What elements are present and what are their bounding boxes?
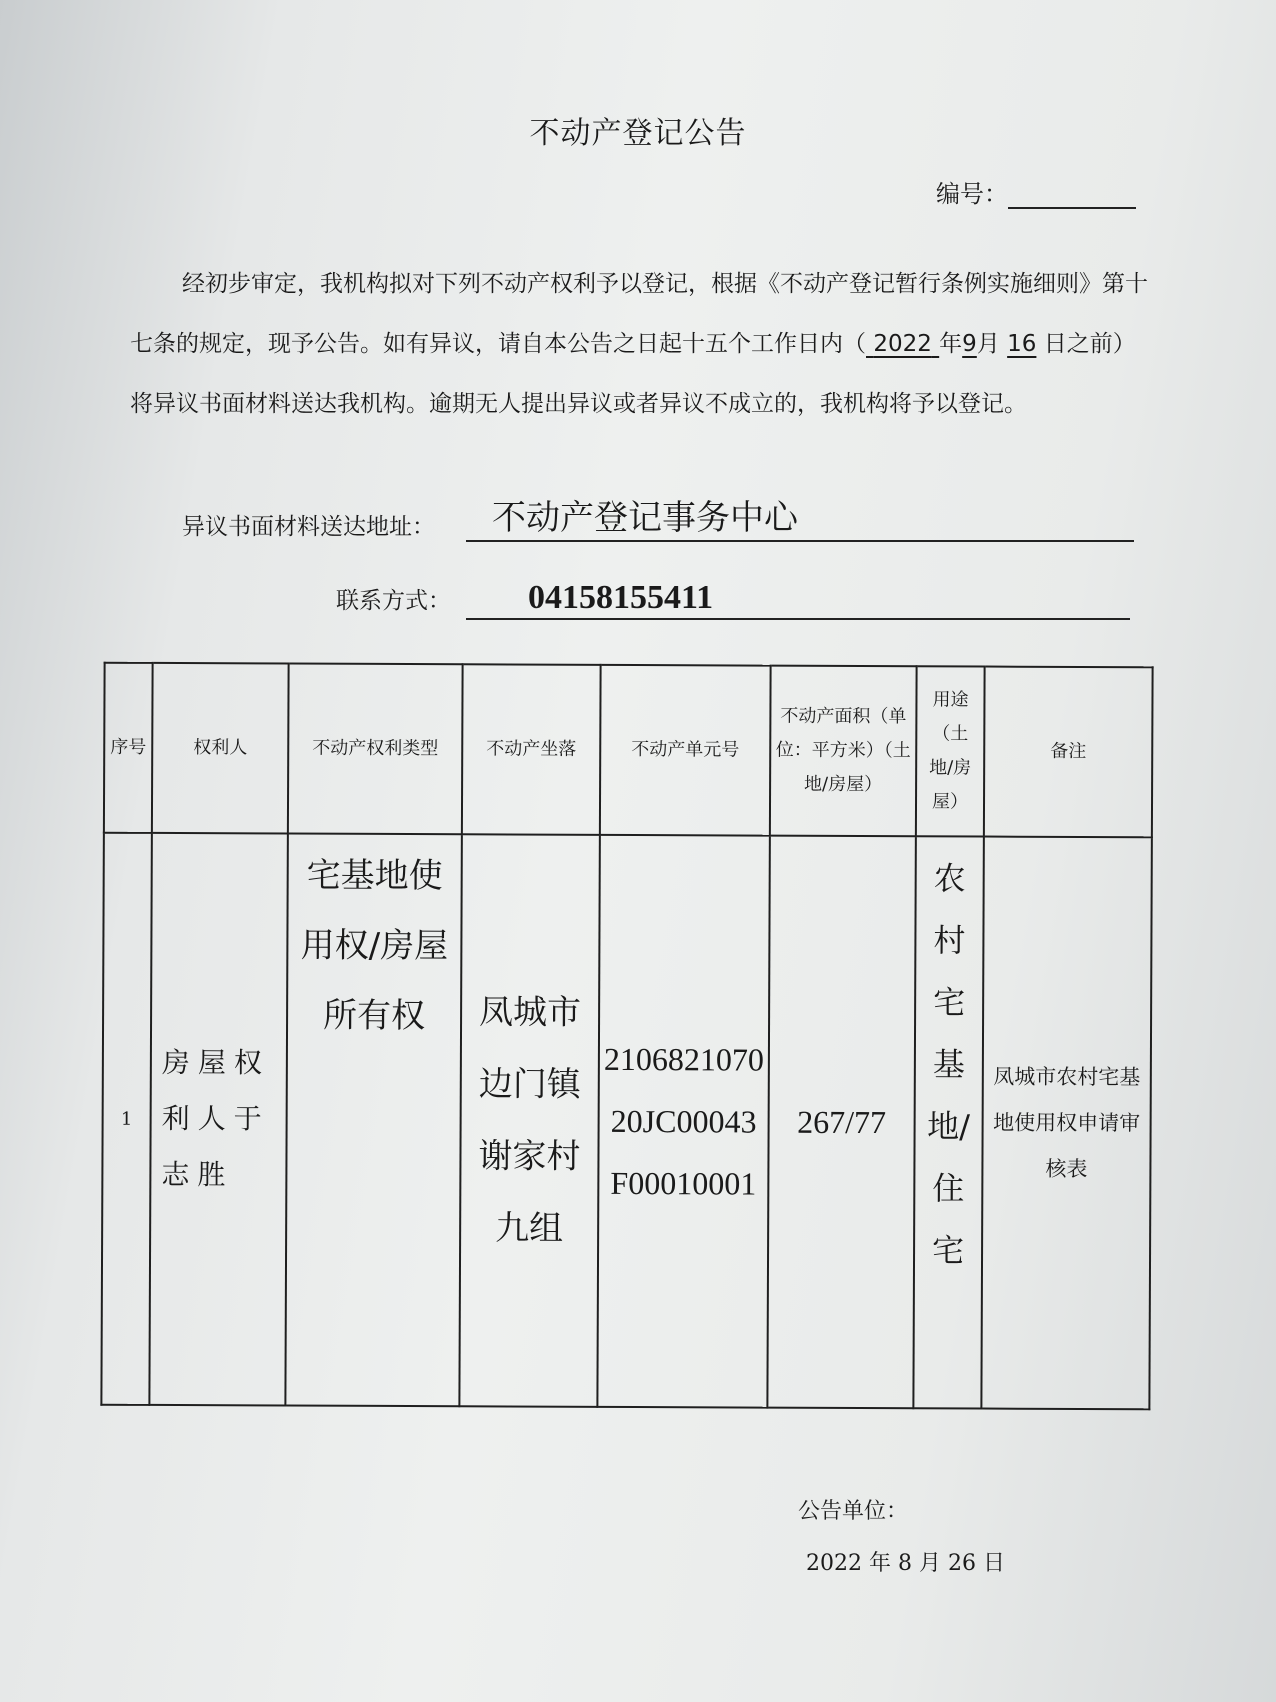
deadline-year: 2022 bbox=[873, 331, 932, 357]
number-label: 编号： bbox=[936, 180, 1008, 208]
deadline-day: 16 bbox=[1007, 331, 1037, 357]
notice-number bbox=[936, 174, 1136, 209]
contact-label: 联系方式： bbox=[336, 588, 451, 614]
cell-note: 凤城市农村宅基地使用权申请审核表 bbox=[981, 837, 1151, 1410]
cell-area: 267/77 bbox=[767, 836, 915, 1409]
notice-date: 2022 年 8 月 26 日 bbox=[806, 1551, 1005, 1576]
header-holder: 权利人 bbox=[152, 663, 289, 834]
issuer-label: 公告单位： bbox=[798, 1499, 909, 1524]
month-suffix: 月 bbox=[976, 331, 1000, 357]
address-label: 异议书面材料送达地址： bbox=[182, 514, 435, 540]
header-use: 用途（土地/房屋） bbox=[916, 666, 985, 836]
table-row bbox=[101, 833, 1151, 1410]
header-location: 不动产坐落 bbox=[462, 664, 601, 835]
body-part1: 经初步审定，我机构拟对下列不动产权利予以登记，根据《不动产登记暂行条例实施细则》第十七条的规定，现予公告。如有异议，请自本公告之日起十五个工作日内（ bbox=[130, 271, 1148, 357]
number-blank bbox=[1008, 177, 1136, 209]
contact-value: 04158155411 bbox=[466, 576, 1130, 620]
notice-title: 不动产登记公告 bbox=[529, 116, 747, 151]
cell-right-type: 宅基地使用权/房屋所有权 bbox=[285, 834, 461, 1407]
table-header-row bbox=[104, 663, 1153, 838]
cell-location: 凤城市边门镇谢家村九组 bbox=[459, 834, 599, 1407]
body-part2: 日之前）将异议书面材料送达我机构。逾期无人提出异议或者异议不成立的，我机构将予以登记。 bbox=[130, 331, 1136, 417]
header-seq: 序号 bbox=[104, 663, 153, 833]
registration-table bbox=[100, 662, 1153, 1411]
cell-seq: 1 bbox=[101, 833, 151, 1405]
address-value: 不动产登记事务中心 bbox=[466, 498, 1134, 542]
year-suffix: 年 bbox=[939, 331, 963, 357]
header-note: 备注 bbox=[984, 667, 1153, 838]
cell-holder: 房屋权利人于志胜 bbox=[149, 833, 287, 1406]
header-unit-no: 不动产单元号 bbox=[600, 665, 771, 836]
header-right-type: 不动产权利类型 bbox=[288, 664, 463, 835]
cell-unit-no: 210682107020JC00043F00010001 bbox=[597, 835, 769, 1408]
deadline-month: 9 bbox=[962, 331, 977, 357]
header-area: 不动产面积（单位：平方米）（土地/房屋） bbox=[770, 666, 917, 837]
cell-use: 农村宅基地/住宅 bbox=[913, 836, 983, 1408]
notice-body bbox=[130, 254, 1150, 434]
